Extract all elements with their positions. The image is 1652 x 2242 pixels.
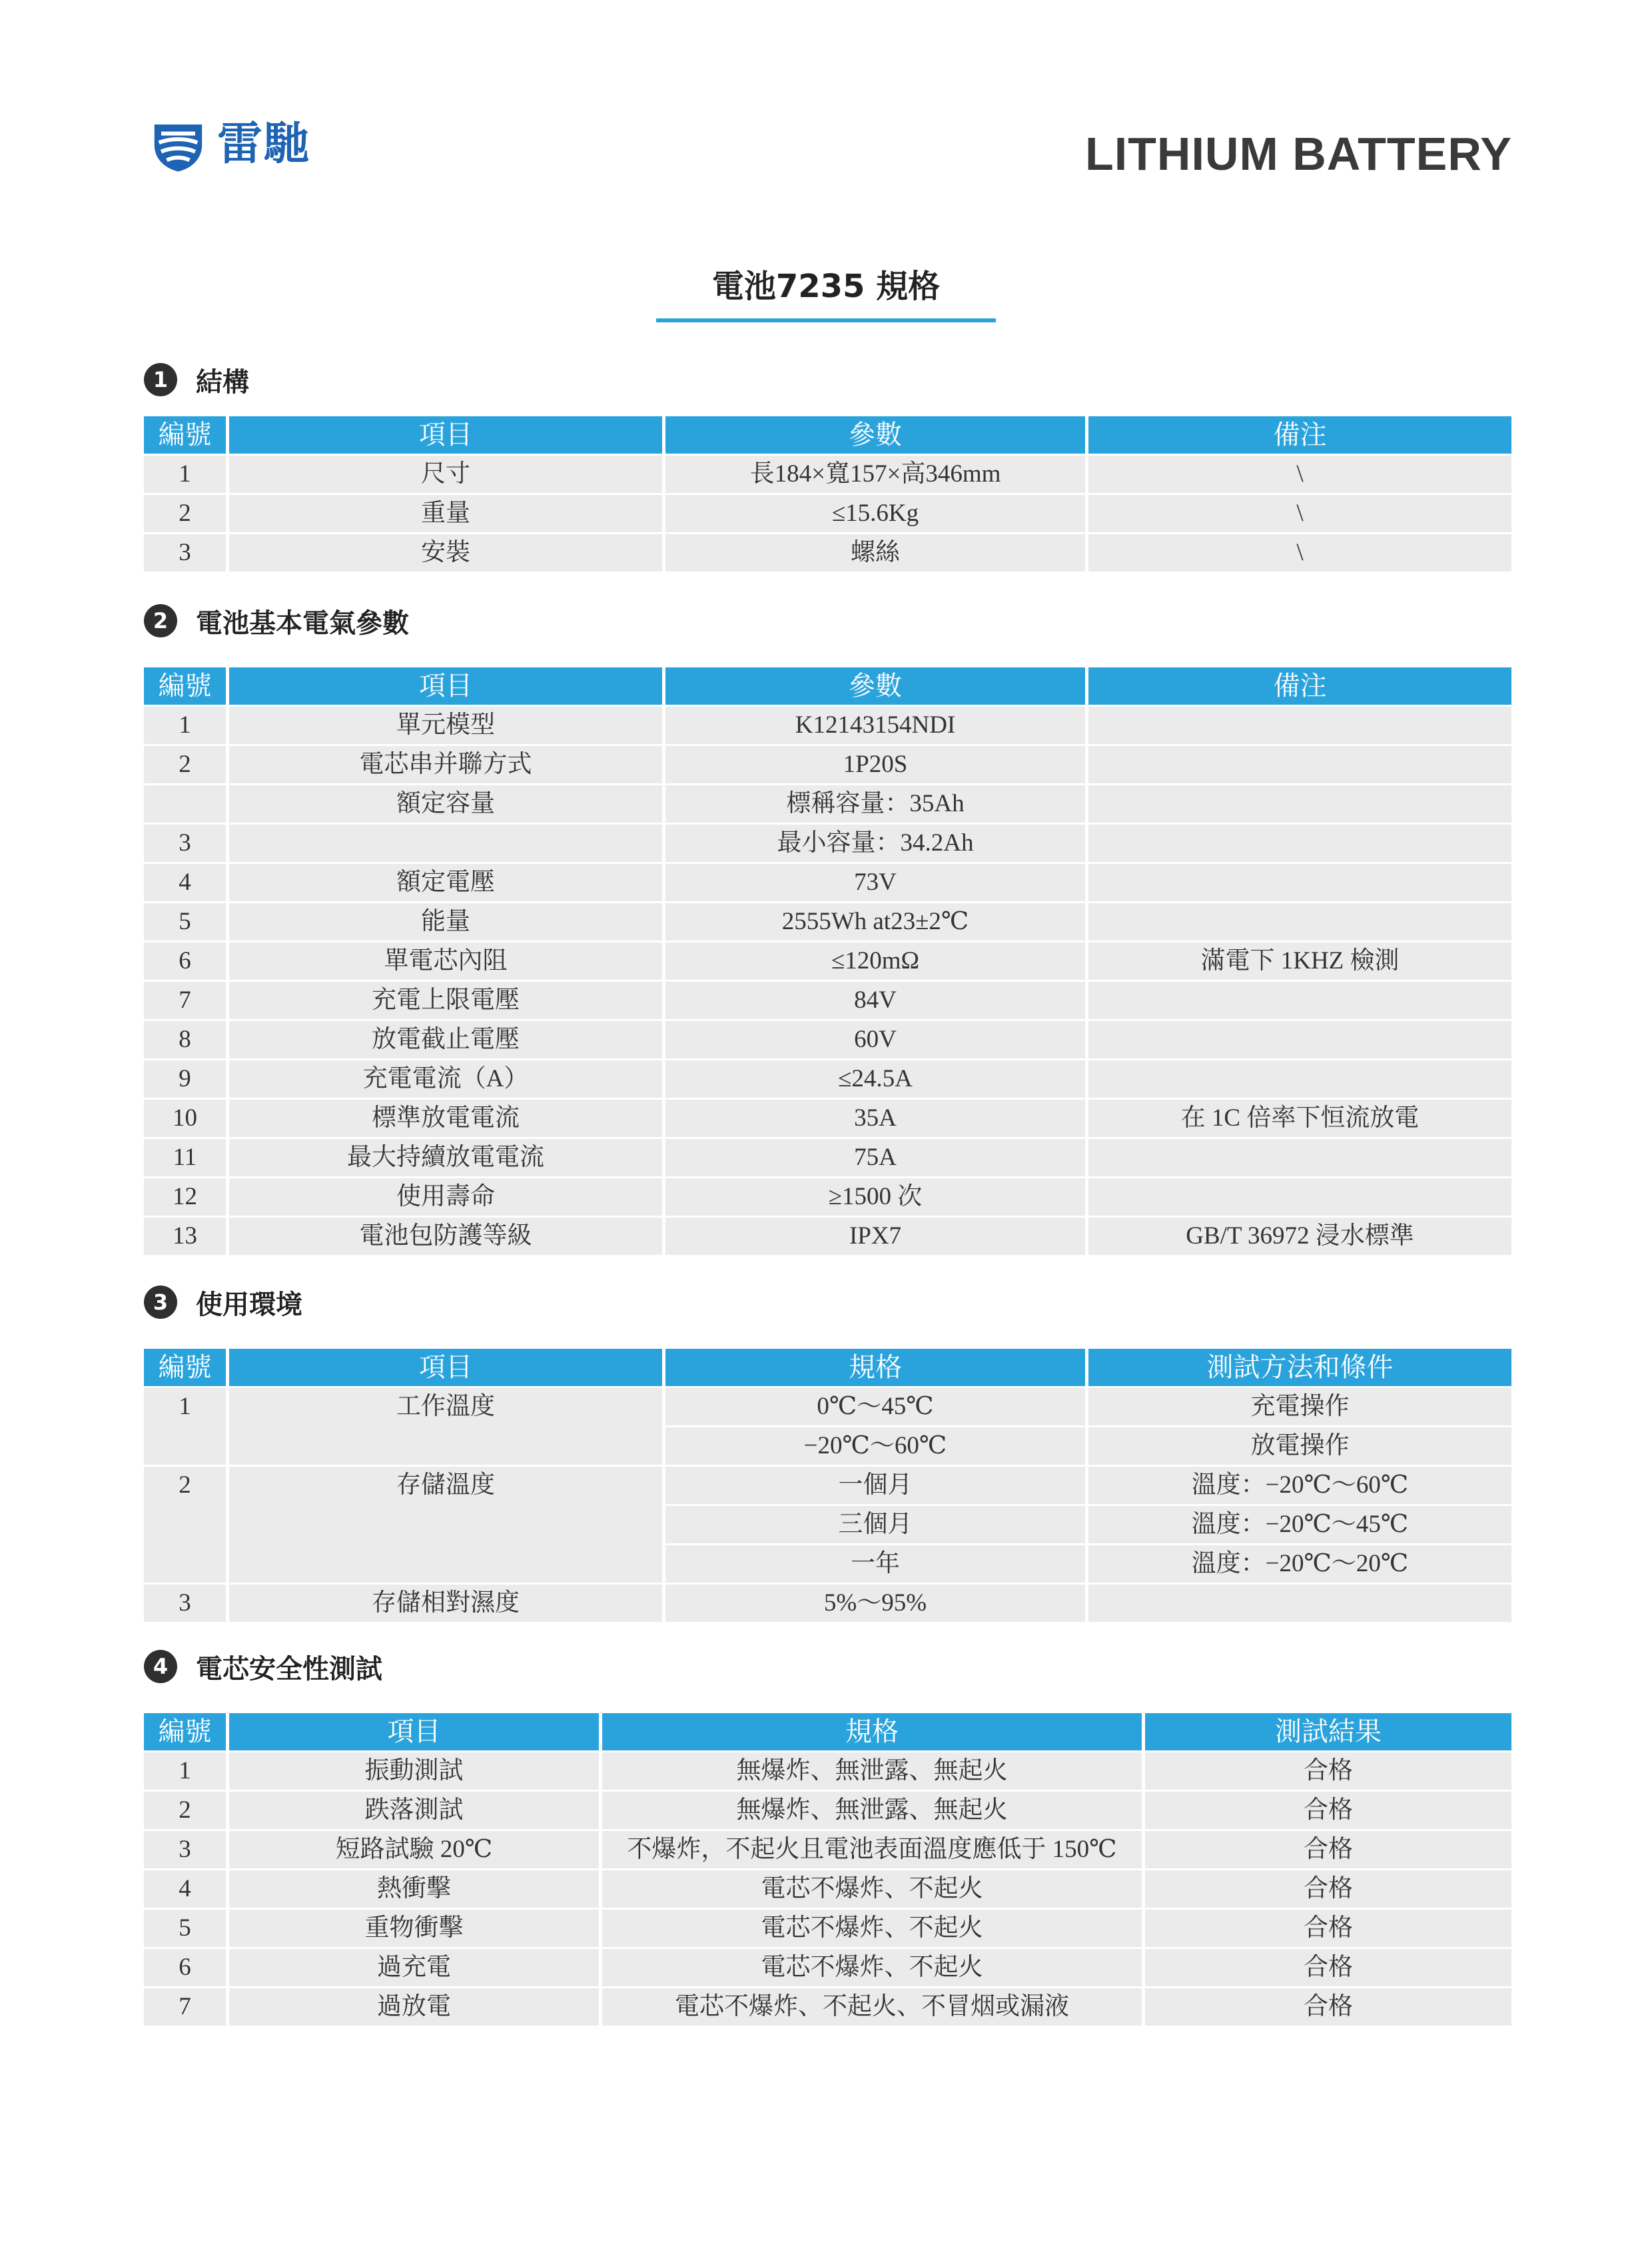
section-4-heading [144, 1649, 382, 1684]
table-row [144, 1060, 1511, 1100]
cell-item: 額定電壓 [229, 864, 665, 903]
table-row [144, 1585, 1511, 1624]
cell-no: 5 [144, 903, 229, 942]
cell-item: 尺寸 [229, 456, 665, 495]
cell-no: 1 [144, 456, 229, 495]
table-header-row [144, 416, 1511, 456]
cell-no: 8 [144, 1021, 229, 1060]
cell-note [1088, 982, 1511, 1021]
cell-spec: 三個月 [665, 1506, 1088, 1545]
cell-spec: 電芯不爆炸、不起火、不冒烟或漏液 [602, 1988, 1145, 2028]
cell-no: 4 [144, 1870, 229, 1910]
cell-item: 能量 [229, 903, 665, 942]
cell-note: GB/T 36972 浸水標準 [1088, 1218, 1511, 1257]
section-title: 使用環境 [196, 1289, 302, 1320]
table-row [144, 1988, 1511, 2028]
cell-item: 短路試驗 20℃ [229, 1831, 602, 1870]
table-row [144, 1870, 1511, 1910]
cell-value: 2555Wh at23±2℃ [665, 903, 1088, 942]
cell-method: 溫度：−20℃～20℃ [1088, 1545, 1511, 1585]
cell-item: 充電電流（A） [229, 1060, 665, 1100]
cell-result: 合格 [1145, 1910, 1511, 1949]
cell-no: 10 [144, 1100, 229, 1139]
table-header-row [144, 667, 1511, 707]
cell-no: 1 [144, 1752, 229, 1792]
cell-item: 電池包防護等級 [229, 1218, 665, 1257]
table-row [144, 1792, 1511, 1831]
cell-item [229, 825, 665, 864]
cell-item: 過放電 [229, 1988, 602, 2028]
cell-no: 2 [144, 1792, 229, 1831]
cell-item: 安裝 [229, 534, 665, 573]
table-row [144, 1139, 1511, 1178]
cell-note [1088, 864, 1511, 903]
cell-spec: 電芯不爆炸、不起火 [602, 1870, 1145, 1910]
section-3-heading [144, 1285, 302, 1319]
table-row [144, 825, 1511, 864]
cell-note: 在 1C 倍率下恒流放電 [1088, 1100, 1511, 1139]
cell-value: IPX7 [665, 1218, 1088, 1257]
cell-spec: 電芯不爆炸、不起火 [602, 1949, 1145, 1988]
cell-item: 跌落測試 [229, 1792, 602, 1831]
table-row [144, 1218, 1511, 1257]
cell-value: 73V [665, 864, 1088, 903]
cell-value: ≤24.5A [665, 1060, 1088, 1100]
cell-no: 3 [144, 825, 229, 864]
cell-item: 重量 [229, 495, 665, 534]
section-title: 結構 [196, 366, 249, 398]
cell-no: 2 [144, 1467, 229, 1585]
cell-spec: 0℃～45℃ [665, 1388, 1088, 1427]
cell-method: 溫度：−20℃～45℃ [1088, 1506, 1511, 1545]
cell-spec: −20℃～60℃ [665, 1427, 1088, 1467]
column-header: 項目 [229, 667, 665, 707]
table-row [144, 785, 1511, 825]
column-header: 參數 [665, 416, 1088, 456]
logo-text: 雷馳 [217, 118, 311, 171]
cell-value: K12143154NDI [665, 707, 1088, 746]
cell-spec: 一年 [665, 1545, 1088, 1585]
cell-note [1088, 785, 1511, 825]
section-number-badge: 4 [144, 1650, 177, 1683]
cell-note [1088, 1139, 1511, 1178]
cell-item: 充電上限電壓 [229, 982, 665, 1021]
table-row [144, 746, 1511, 785]
cell-value: 1P20S [665, 746, 1088, 785]
cell-value: 標稱容量：35Ah [665, 785, 1088, 825]
column-header: 編號 [144, 667, 229, 707]
cell-value: 最小容量：34.2Ah [665, 825, 1088, 864]
cell-no: 7 [144, 1988, 229, 2028]
cell-item: 存儲溫度 [229, 1467, 665, 1585]
cell-no: 12 [144, 1178, 229, 1218]
table-header-row [144, 1713, 1511, 1752]
structure-table [144, 416, 1511, 573]
cell-spec: 5%～95% [665, 1585, 1088, 1624]
cell-item: 振動測試 [229, 1752, 602, 1792]
cell-no [144, 785, 229, 825]
table-row [144, 1178, 1511, 1218]
environment-table [144, 1349, 1511, 1624]
cell-item: 最大持續放電電流 [229, 1139, 665, 1178]
cell-item: 電芯串并聯方式 [229, 746, 665, 785]
logo-emblem-icon [150, 117, 206, 173]
column-header: 項目 [229, 1713, 602, 1752]
cell-note [1088, 903, 1511, 942]
section-number-badge: 2 [144, 604, 177, 637]
cell-item: 放電截止電壓 [229, 1021, 665, 1060]
table-row [144, 456, 1511, 495]
cell-value: ≤120mΩ [665, 942, 1088, 982]
cell-result: 合格 [1145, 1988, 1511, 2028]
cell-note: 滿電下 1KHZ 檢測 [1088, 942, 1511, 982]
table-row [144, 534, 1511, 573]
cell-no: 2 [144, 495, 229, 534]
cell-result: 合格 [1145, 1831, 1511, 1870]
cell-item: 單電芯內阻 [229, 942, 665, 982]
table-row [144, 707, 1511, 746]
cell-result: 合格 [1145, 1792, 1511, 1831]
cell-no: 1 [144, 707, 229, 746]
cell-note [1088, 825, 1511, 864]
cell-item: 單元模型 [229, 707, 665, 746]
table-row [144, 982, 1511, 1021]
cell-value: 35A [665, 1100, 1088, 1139]
cell-safety-test-table [144, 1713, 1511, 2028]
section-number-badge: 1 [144, 363, 177, 396]
cell-spec: 電芯不爆炸、不起火 [602, 1910, 1145, 1949]
cell-result: 合格 [1145, 1949, 1511, 1988]
column-header: 編號 [144, 416, 229, 456]
table-row [144, 942, 1511, 982]
cell-item: 工作溫度 [229, 1388, 665, 1467]
document-title: 電池7235 規格 [711, 268, 941, 305]
cell-method: 放電操作 [1088, 1427, 1511, 1467]
electrical-parameters-table [144, 667, 1511, 1257]
column-header: 備注 [1088, 416, 1511, 456]
column-header: 參數 [665, 667, 1088, 707]
table-row [144, 495, 1511, 534]
cell-spec: 一個月 [665, 1467, 1088, 1506]
cell-value: 長184×寬157×高346mm [665, 456, 1088, 495]
column-header: 項目 [229, 1349, 665, 1388]
table-row [144, 1752, 1511, 1792]
cell-value: 螺絲 [665, 534, 1088, 573]
cell-note: \ [1088, 534, 1511, 573]
cell-value: ≤15.6Kg [665, 495, 1088, 534]
cell-value: ≥1500 次 [665, 1178, 1088, 1218]
cell-no: 3 [144, 1831, 229, 1870]
cell-item: 使用壽命 [229, 1178, 665, 1218]
cell-spec: 不爆炸，不起火且電池表面溫度應低于 150℃ [602, 1831, 1145, 1870]
column-header: 規格 [602, 1713, 1145, 1752]
cell-item: 標準放電電流 [229, 1100, 665, 1139]
cell-value: 84V [665, 982, 1088, 1021]
cell-note [1088, 1178, 1511, 1218]
cell-item: 熱衝擊 [229, 1870, 602, 1910]
cell-item: 過充電 [229, 1949, 602, 1988]
table-row [144, 1388, 1511, 1427]
cell-note [1088, 1060, 1511, 1100]
cell-no: 2 [144, 746, 229, 785]
table-row [144, 1100, 1511, 1139]
cell-note [1088, 707, 1511, 746]
cell-no: 13 [144, 1218, 229, 1257]
section-number-badge: 3 [144, 1286, 177, 1319]
cell-value: 75A [665, 1139, 1088, 1178]
cell-no: 9 [144, 1060, 229, 1100]
table-row [144, 1831, 1511, 1870]
cell-method [1088, 1585, 1511, 1624]
cell-note: \ [1088, 495, 1511, 534]
cell-no: 1 [144, 1388, 229, 1467]
column-header: 規格 [665, 1349, 1088, 1388]
cell-item: 存儲相對濕度 [229, 1585, 665, 1624]
cell-no: 6 [144, 942, 229, 982]
cell-note [1088, 746, 1511, 785]
column-header: 備注 [1088, 667, 1511, 707]
cell-note [1088, 1021, 1511, 1060]
cell-result: 合格 [1145, 1752, 1511, 1792]
cell-result: 合格 [1145, 1870, 1511, 1910]
column-header: 編號 [144, 1713, 229, 1752]
cell-method: 溫度：−20℃～60℃ [1088, 1467, 1511, 1506]
column-header: 項目 [229, 416, 665, 456]
table-row [144, 1021, 1511, 1060]
table-row [144, 1949, 1511, 1988]
section-title: 電芯安全性測試 [196, 1653, 382, 1684]
table-row [144, 1910, 1511, 1949]
column-header: 測試方法和條件 [1088, 1349, 1511, 1388]
cell-no: 11 [144, 1139, 229, 1178]
title-underline [656, 318, 996, 322]
cell-value: 60V [665, 1021, 1088, 1060]
cell-item: 重物衝擊 [229, 1910, 602, 1949]
cell-no: 5 [144, 1910, 229, 1949]
table-row [144, 1467, 1511, 1506]
company-logo [150, 115, 310, 175]
table-row [144, 864, 1511, 903]
cell-method: 充電操作 [1088, 1388, 1511, 1427]
table-header-row [144, 1349, 1511, 1388]
section-1-heading [144, 362, 249, 397]
section-title: 電池基本電氣參數 [196, 607, 409, 639]
cell-spec: 無爆炸、無泄露、無起火 [602, 1792, 1145, 1831]
section-2-heading [144, 603, 409, 638]
column-header: 測試結果 [1145, 1713, 1511, 1752]
cell-no: 7 [144, 982, 229, 1021]
cell-no: 6 [144, 1949, 229, 1988]
brand-tagline: LITHIUM BATTERY [1084, 128, 1512, 180]
cell-no: 4 [144, 864, 229, 903]
cell-note: \ [1088, 456, 1511, 495]
cell-no: 3 [144, 1585, 229, 1624]
cell-item: 額定容量 [229, 785, 665, 825]
column-header: 編號 [144, 1349, 229, 1388]
cell-no: 3 [144, 534, 229, 573]
table-row [144, 903, 1511, 942]
cell-spec: 無爆炸、無泄露、無起火 [602, 1752, 1145, 1792]
